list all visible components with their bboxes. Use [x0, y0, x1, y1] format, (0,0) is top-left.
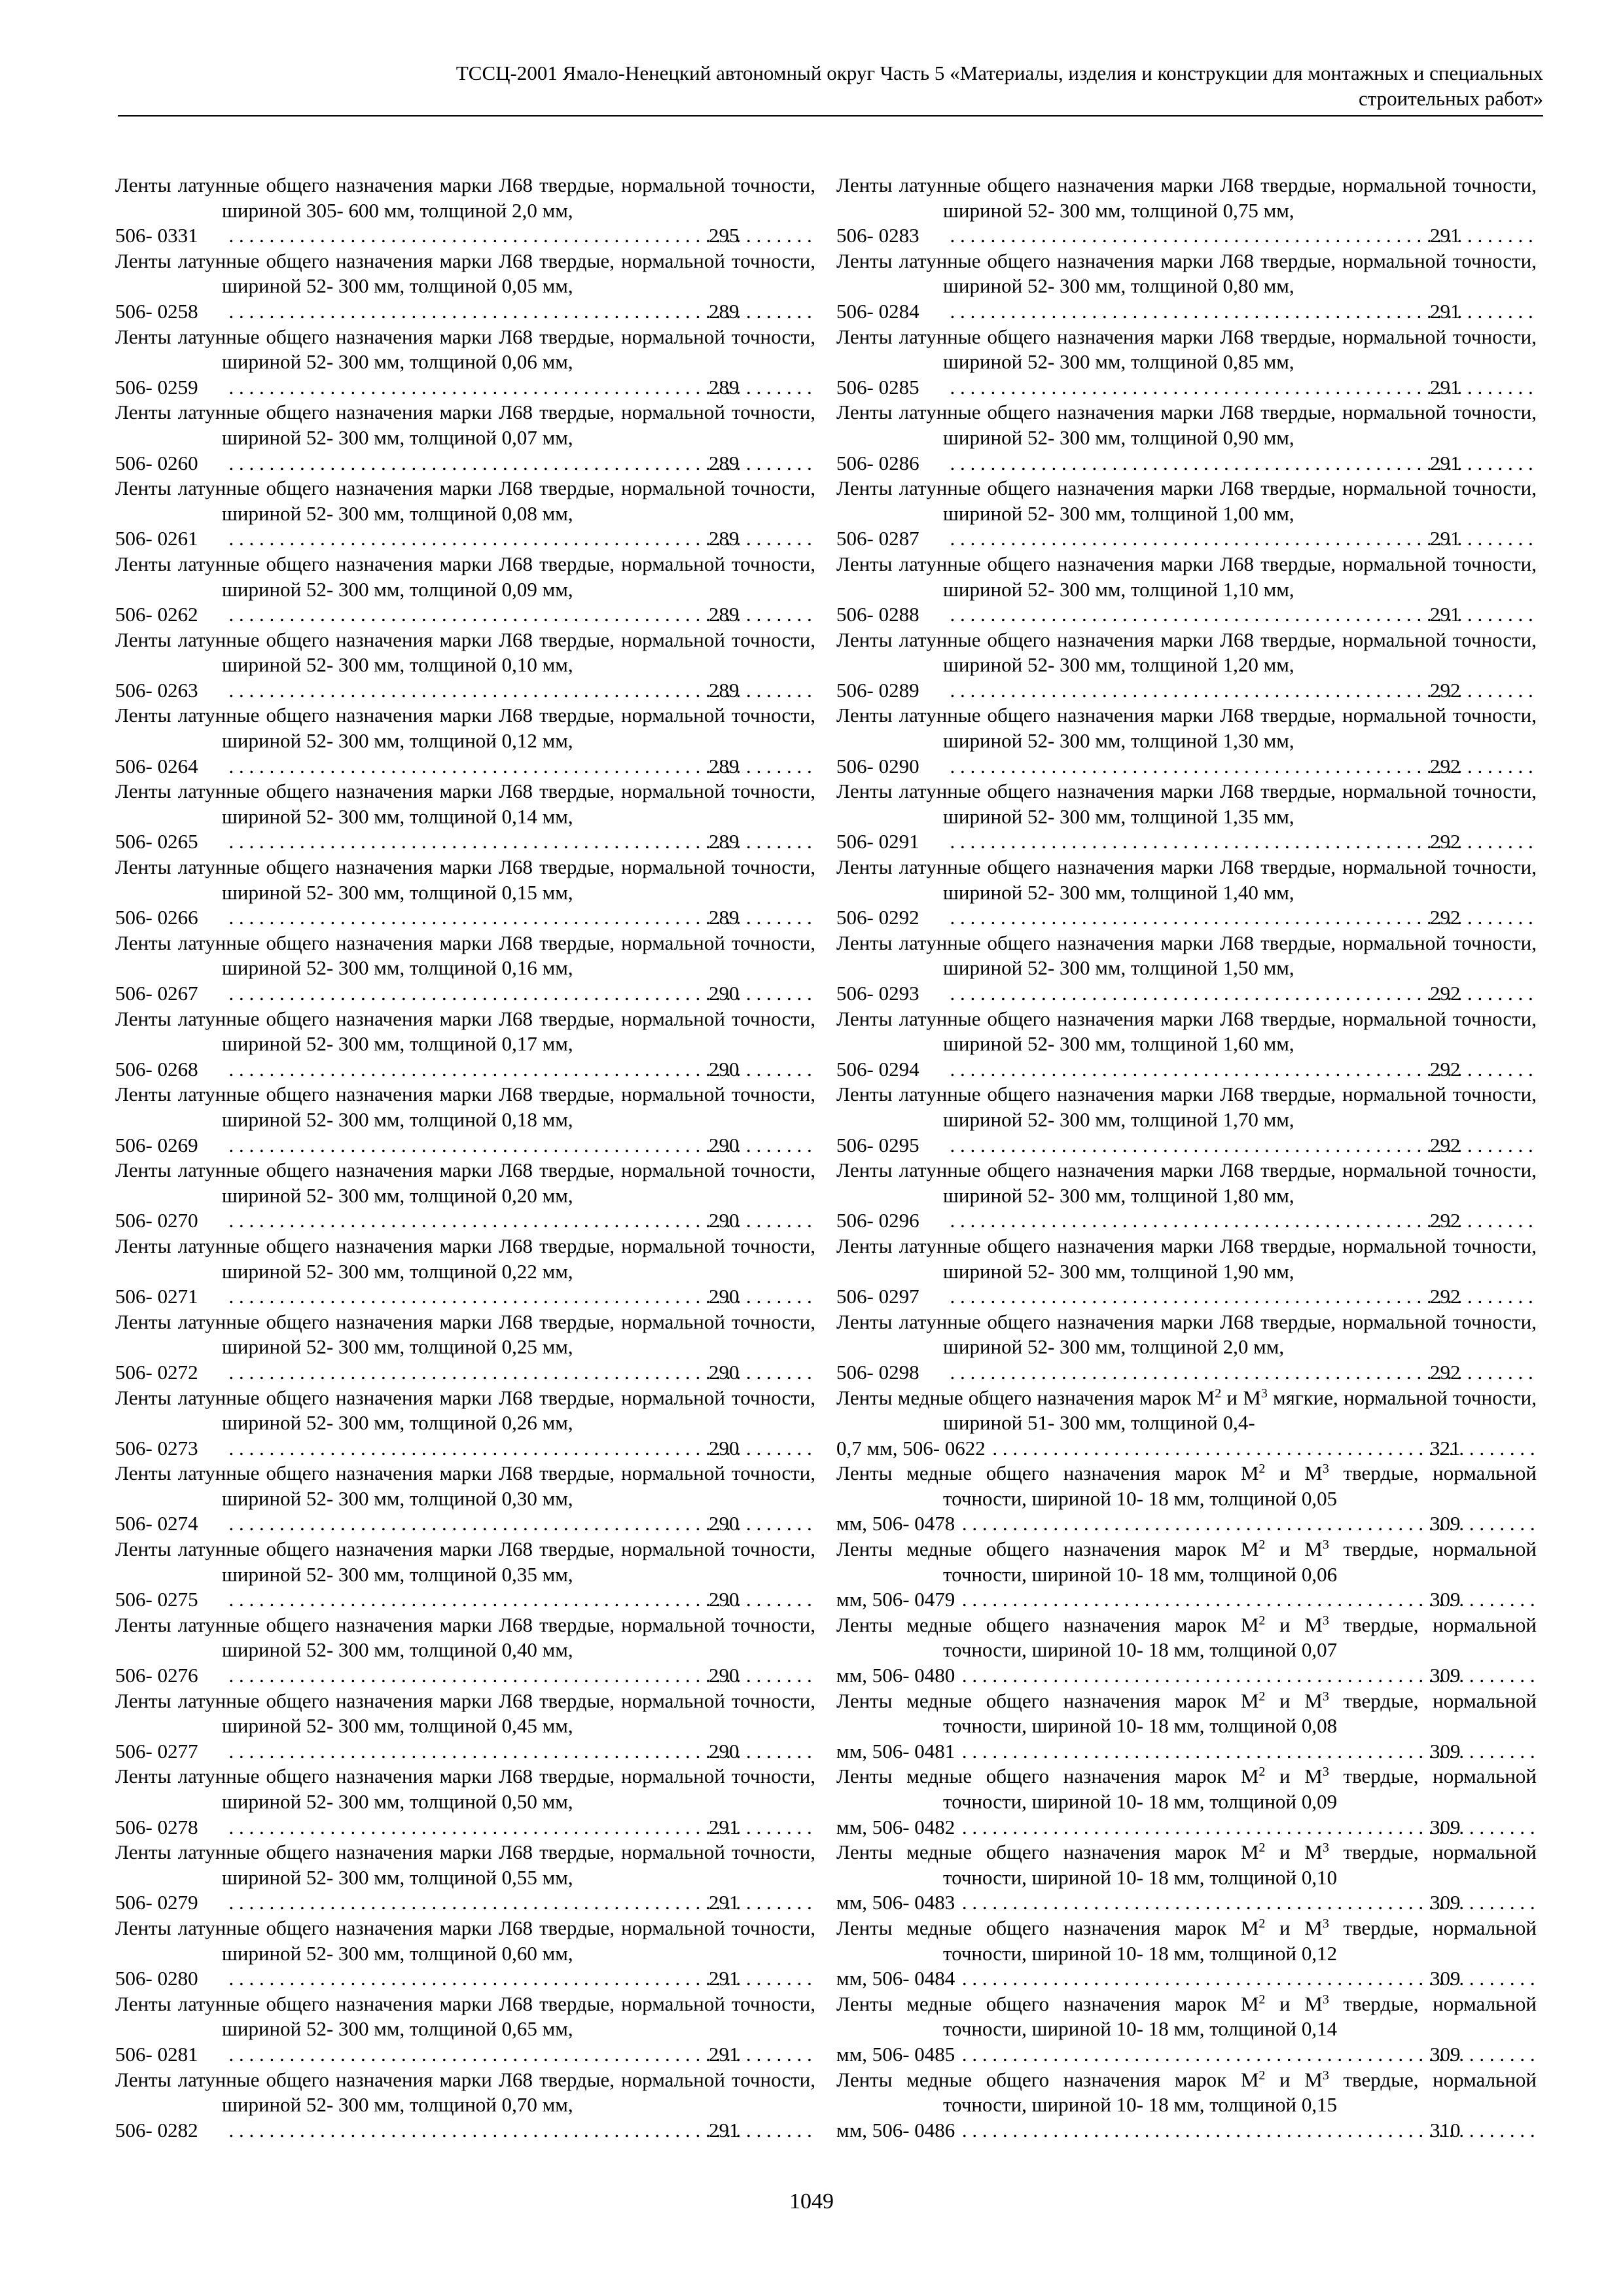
entry-text: Ленты латунные общего назначения марки Л68 твердые, нормальной точности, шириной 305- 600 мм, толщиной 2,0 мм,	[115, 173, 815, 222]
entry-code-line: 506- 0284 . . . 291	[943, 299, 1537, 325]
entry-text: Ленты латунные общего назначения марки Л68 твердые, нормальной точности, шириной 52- 300 мм, толщиной 0,90 мм,	[836, 401, 1537, 449]
index-entry	[115, 1007, 815, 1083]
index-entry	[115, 703, 815, 779]
entry-code-line: 0,7 мм, 506- 0622 . . . 321	[943, 1436, 1537, 1462]
entry-code-line: мм, 506- 0479 . . . 309	[943, 1587, 1537, 1613]
entry-text: Ленты латунные общего назначения марки Л68 твердые, нормальной точности, шириной 52- 300 мм, толщиной 0,45 мм,	[115, 1689, 815, 1738]
entry-code: мм, 506- 0483	[836, 1891, 955, 1914]
entry-text: Ленты медные общего назначения марок $М^2$ и $М^3$ твердые, нормальной точности, шириной 10- 18 мм, толщиной 0,12	[836, 1916, 1537, 1965]
entry-text: Ленты латунные общего назначения марки Л68 твердые, нормальной точности, шириной 52- 300 мм, толщиной 1,50 мм,	[836, 931, 1537, 980]
index-entry	[115, 1689, 815, 1765]
index-entry	[836, 552, 1537, 628]
entry-code-line: 506- 0294 . . . 292	[943, 1057, 1537, 1083]
index-entry	[836, 855, 1537, 931]
entry-code-line: 506- 0266 . . . 289	[222, 905, 815, 931]
entry-code-line: 506- 0270 . . . 290	[222, 1208, 815, 1234]
entry-code-line: 506- 0283 . . . 291	[943, 223, 1537, 249]
entry-code: мм, 506- 0484	[836, 1967, 955, 1990]
entry-code-line: 506- 0278 . . . 291	[222, 1815, 815, 1840]
entry-code-line: 506- 0277 . . . 290	[222, 1739, 815, 1765]
entry-code-line: мм, 506- 0478 . . . 309	[943, 1511, 1537, 1537]
index-entry	[115, 1234, 815, 1310]
index-entry	[836, 1992, 1537, 2068]
index-entry	[115, 855, 815, 931]
index-entry	[115, 476, 815, 552]
entry-text: Ленты медные общего назначения марок $М^2$ и $М^3$ твердые, нормальной точности, шириной 10- 18 мм, толщиной 0,05	[836, 1462, 1537, 1510]
entry-code-line: 506- 0296 . . . 292	[943, 1208, 1537, 1234]
index-entry	[836, 1007, 1537, 1083]
entry-code-line: 506- 0267 . . . 290	[222, 981, 815, 1007]
entry-text: Ленты медные общего назначения марок $М^2$ и $М^3$ твердые, нормальной точности, шириной 10- 18 мм, толщиной 0,06	[836, 1537, 1537, 1586]
entry-text: Ленты латунные общего назначения марки Л68 твердые, нормальной точности, шириной 52- 300 мм, толщиной 0,60 мм,	[115, 1916, 815, 1965]
entry-text: Ленты латунные общего назначения марки Л68 твердые, нормальной точности, шириной 52- 300 мм, толщиной 0,06 мм,	[115, 325, 815, 374]
index-entry	[115, 249, 815, 325]
entry-code-line: мм, 506- 0483 . . . 309	[943, 1890, 1537, 1916]
index-entry	[115, 931, 815, 1007]
index-entry	[836, 1234, 1537, 1310]
header-line-2: строительных работ»	[1358, 87, 1543, 110]
index-entry	[836, 2068, 1537, 2144]
index-entry	[836, 1613, 1537, 1689]
entry-text: Ленты латунные общего назначения марки Л68 твердые, нормальной точности, шириной 52- 300 мм, толщиной 0,16 мм,	[115, 931, 815, 980]
index-entry	[115, 1310, 815, 1386]
index-entry	[115, 1461, 815, 1537]
index-entry	[836, 628, 1537, 704]
entry-text: Ленты латунные общего назначения марки Л68 твердые, нормальной точности, шириной 52- 300 мм, толщиной 1,40 мм,	[836, 855, 1537, 904]
index-entry	[836, 1082, 1537, 1158]
entry-code-line: 506- 0258 . . . 289	[222, 299, 815, 325]
entry-text: Ленты медные общего назначения марок $М^2$ и $М^3$ твердые, нормальной точности, шириной 10- 18 мм, толщиной 0,08	[836, 1689, 1537, 1738]
entry-code-line: 506- 0281 . . . 291	[222, 2042, 815, 2068]
index-entry	[115, 400, 815, 476]
entry-code: мм, 506- 0485	[836, 2042, 955, 2066]
index-entry	[115, 1613, 815, 1689]
entry-code-line: 506- 0289 . . . 292	[943, 678, 1537, 704]
entry-code-line: 506- 0262 . . . 289	[222, 602, 815, 628]
entry-code: 0,7 мм, 506- 0622	[836, 1436, 986, 1460]
entry-code-line: 506- 0273 . . . 290	[222, 1436, 815, 1462]
entry-text: Ленты латунные общего назначения марки Л68 твердые, нормальной точности, шириной 52- 300 мм, толщиной 0,40 мм,	[115, 1613, 815, 1662]
entry-text: Ленты латунные общего назначения марки Л68 твердые, нормальной точности, шириной 52- 300 мм, толщиной 0,09 мм,	[115, 552, 815, 601]
entry-text: Ленты латунные общего назначения марки Л68 твердые, нормальной точности, шириной 52- 300 мм, толщиной 0,20 мм,	[115, 1158, 815, 1207]
entry-code-line: 506- 0279 . . . 291	[222, 1890, 815, 1916]
index-entry	[115, 173, 815, 249]
entry-code-line: 506- 0263 . . . 289	[222, 678, 815, 704]
index-entry	[115, 1537, 815, 1613]
entry-code: мм, 506- 0486	[836, 2118, 955, 2142]
entry-text: Ленты медные общего назначения марок $М^2$ и $М^3$ твердые, нормальной точности, шириной 10- 18 мм, толщиной 0,15	[836, 2068, 1537, 2117]
entry-text: Ленты латунные общего назначения марки Л68 твердые, нормальной точности, шириной 52- 300 мм, толщиной 2,0 мм,	[836, 1310, 1537, 1359]
entry-code-line: мм, 506- 0480 . . . 309	[943, 1663, 1537, 1689]
entry-text: Ленты латунные общего назначения марки Л68 твердые, нормальной точности, шириной 52- 300 мм, толщиной 0,55 мм,	[115, 1840, 815, 1889]
entry-text: Ленты латунные общего назначения марки Л68 твердые, нормальной точности, шириной 52- 300 мм, толщиной 0,80 мм,	[836, 249, 1537, 298]
entry-text: Ленты латунные общего назначения марки Л68 твердые, нормальной точности, шириной 52- 300 мм, толщиной 1,80 мм,	[836, 1158, 1537, 1207]
index-entry	[836, 1537, 1537, 1613]
index-entry	[836, 779, 1537, 855]
index-entry	[115, 628, 815, 704]
entry-text: Ленты медные общего назначения марок $М^2$ и $М^3$ твердые, нормальной точности, шириной 10- 18 мм, толщиной 0,07	[836, 1613, 1537, 1662]
entry-text: Ленты медные общего назначения марок $М^2$ и $М^3$ твердые, нормальной точности, шириной 10- 18 мм, толщиной 0,14	[836, 1992, 1537, 2041]
entry-code-line: 506- 0272 . . . 290	[222, 1360, 815, 1386]
entry-text: Ленты латунные общего назначения марки Л68 твердые, нормальной точности, шириной 52- 300 мм, толщиной 0,15 мм,	[115, 855, 815, 904]
entry-code-line: 506- 0290 . . . 292	[943, 754, 1537, 780]
entry-code-line: 506- 0291 . . . 292	[943, 829, 1537, 855]
entry-text: Ленты латунные общего назначения марки Л68 твердые, нормальной точности, шириной 52- 300 мм, толщиной 0,10 мм,	[115, 628, 815, 677]
entry-text: Ленты латунные общего назначения марки Л68 твердые, нормальной точности, шириной 52- 300 мм, толщиной 0,17 мм,	[115, 1007, 815, 1056]
entry-text: Ленты медные общего назначения марок $М^2$ и $М^3$ мягкие, нормальной точности, шириной 51- 300 мм, толщиной 0,4-	[836, 1386, 1537, 1435]
entry-text: Ленты латунные общего назначения марки Л68 твердые, нормальной точности, шириной 52- 300 мм, толщиной 0,35 мм,	[115, 1537, 815, 1586]
entry-code: мм, 506- 0479	[836, 1588, 955, 1611]
index-entry	[836, 703, 1537, 779]
index-entry	[836, 1158, 1537, 1234]
entry-code-line: 506- 0268 . . . 290	[222, 1057, 815, 1083]
entry-code-line: 506- 0275 . . . 290	[222, 1587, 815, 1613]
entry-code-line: мм, 506- 0481 . . . 309	[943, 1739, 1537, 1765]
entry-text: Ленты латунные общего назначения марки Л68 твердые, нормальной точности, шириной 52- 300 мм, толщиной 0,70 мм,	[115, 2068, 815, 2117]
entry-code: мм, 506- 0481	[836, 1739, 955, 1763]
index-entry	[836, 1764, 1537, 1840]
entry-text: Ленты латунные общего назначения марки Л68 твердые, нормальной точности, шириной 52- 300 мм, толщиной 1,20 мм,	[836, 628, 1537, 677]
index-entry	[836, 1310, 1537, 1386]
entry-text: Ленты латунные общего назначения марки Л68 твердые, нормальной точности, шириной 52- 300 мм, толщиной 0,22 мм,	[115, 1234, 815, 1283]
entry-text: Ленты латунные общего назначения марки Л68 твердые, нормальной точности, шириной 52- 300 мм, толщиной 0,30 мм,	[115, 1462, 815, 1510]
entry-code-line: 506- 0264 . . . 289	[222, 754, 815, 780]
entry-text: Ленты латунные общего назначения марки Л68 твердые, нормальной точности, шириной 52- 300 мм, толщиной 0,50 мм,	[115, 1765, 815, 1813]
entry-text: Ленты латунные общего назначения марки Л68 твердые, нормальной точности, шириной 52- 300 мм, толщиной 0,25 мм,	[115, 1310, 815, 1359]
entry-text: Ленты латунные общего назначения марки Л68 твердые, нормальной точности, шириной 52- 300 мм, толщиной 1,35 мм,	[836, 780, 1537, 828]
entry-code-line: 506- 0297 . . . 292	[943, 1284, 1537, 1310]
entry-text: Ленты медные общего назначения марок $М^2$ и $М^3$ твердые, нормальной точности, шириной 10- 18 мм, толщиной 0,09	[836, 1765, 1537, 1813]
index-entry	[836, 325, 1537, 401]
entry-code-line: мм, 506- 0484 . . . 309	[943, 1966, 1537, 1992]
entry-code-line: 506- 0295 . . . 292	[943, 1133, 1537, 1158]
entry-text: Ленты латунные общего назначения марки Л68 твердые, нормальной точности, шириной 52- 300 мм, толщиной 0,07 мм,	[115, 401, 815, 449]
index-entry	[836, 400, 1537, 476]
index-entry	[115, 1992, 815, 2068]
entry-code-line: 506- 0298 . . . 292	[943, 1360, 1537, 1386]
index-entry	[115, 1916, 815, 1992]
entry-code-line: 506- 0265 . . . 289	[222, 829, 815, 855]
entry-code-line: 506- 0331 . . . 295	[222, 223, 815, 249]
entry-code: мм, 506- 0480	[836, 1664, 955, 1687]
entry-code-line: 506- 0282 . . . 291	[222, 2118, 815, 2144]
index-entry	[115, 1764, 815, 1840]
entry-text: Ленты латунные общего назначения марки Л68 твердые, нормальной точности, шириной 52- 300 мм, толщиной 1,60 мм,	[836, 1007, 1537, 1056]
entry-text: Ленты латунные общего назначения марки Л68 твердые, нормальной точности, шириной 52- 300 мм, толщиной 1,30 мм,	[836, 704, 1537, 753]
entry-code-line: 506- 0288 . . . 291	[943, 602, 1537, 628]
entry-text: Ленты латунные общего назначения марки Л68 твердые, нормальной точности, шириной 52- 300 мм, толщиной 1,00 мм,	[836, 476, 1537, 525]
entry-code-line: 506- 0260 . . . 289	[222, 451, 815, 476]
entry-text: Ленты латунные общего назначения марки Л68 твердые, нормальной точности, шириной 52- 300 мм, толщиной 0,14 мм,	[115, 780, 815, 828]
entry-code: мм, 506- 0482	[836, 1815, 955, 1839]
index-entry	[836, 1461, 1537, 1537]
index-entry	[836, 1689, 1537, 1765]
entry-text: Ленты латунные общего назначения марки Л68 твердые, нормальной точности, шириной 52- 300 мм, толщиной 1,70 мм,	[836, 1083, 1537, 1131]
header-line-1: ТССЦ-2001 Ямало-Ненецкий автономный округ Часть 5 «Материалы, изделия и конструкции для монтажных и специальных	[455, 62, 1543, 84]
entry-text: Ленты латунные общего назначения марки Л68 твердые, нормальной точности, шириной 52- 300 мм, толщиной 0,65 мм,	[115, 1992, 815, 2041]
entry-text: Ленты латунные общего назначения марки Л68 твердые, нормальной точности, шириной 52- 300 мм, толщиной 0,12 мм,	[115, 704, 815, 753]
entry-code-line: 506- 0287 . . . 291	[943, 526, 1537, 552]
index-entry	[836, 173, 1537, 249]
right-column	[836, 173, 1537, 2143]
entry-code-line: мм, 506- 0486 . . . 310	[943, 2118, 1537, 2144]
entry-code-line: 506- 0293 . . . 292	[943, 981, 1537, 1007]
index-entry	[115, 2068, 815, 2144]
index-entry	[836, 249, 1537, 325]
index-entry	[115, 552, 815, 628]
running-header	[118, 60, 1543, 117]
entry-text: Ленты латунные общего назначения марки Л68 твердые, нормальной точности, шириной 52- 300 мм, толщиной 0,18 мм,	[115, 1083, 815, 1131]
entry-text: Ленты латунные общего назначения марки Л68 твердые, нормальной точности, шириной 52- 300 мм, толщиной 0,26 мм,	[115, 1386, 815, 1435]
entry-text: Ленты латунные общего назначения марки Л68 твердые, нормальной точности, шириной 52- 300 мм, толщиной 0,08 мм,	[115, 476, 815, 525]
index-entry	[836, 476, 1537, 552]
index-entry	[836, 1916, 1537, 1992]
entry-code-line: 506- 0280 . . . 291	[222, 1966, 815, 1992]
index-entry	[115, 1386, 815, 1462]
entry-text: Ленты медные общего назначения марок $М^2$ и $М^3$ твердые, нормальной точности, шириной 10- 18 мм, толщиной 0,10	[836, 1840, 1537, 1889]
entry-code-line: 506- 0269 . . . 290	[222, 1133, 815, 1158]
entry-code: мм, 506- 0478	[836, 1512, 955, 1535]
left-column	[115, 173, 815, 2143]
entry-code-line: 506- 0274 . . . 290	[222, 1511, 815, 1537]
index-entry	[115, 1840, 815, 1916]
entry-code-line: 506- 0276 . . . 290	[222, 1663, 815, 1689]
index-entry	[115, 1082, 815, 1158]
entry-code-line: 506- 0286 . . . 291	[943, 451, 1537, 476]
entry-text: Ленты латунные общего назначения марки Л68 твердые, нормальной точности, шириной 52- 300 мм, толщиной 0,75 мм,	[836, 173, 1537, 222]
entry-code-line: 506- 0285 . . . 291	[943, 375, 1537, 401]
entry-code-line: 506- 0292 . . . 292	[943, 905, 1537, 931]
index-entry	[836, 1840, 1537, 1916]
index-entry	[836, 1386, 1537, 1462]
entry-code-line: 506- 0261 . . . 289	[222, 526, 815, 552]
index-entry	[115, 779, 815, 855]
entry-code-line: 506- 0259 . . . 289	[222, 375, 815, 401]
entry-code-line: мм, 506- 0482 . . . 309	[943, 1815, 1537, 1840]
entry-code-line: мм, 506- 0485 . . . 309	[943, 2042, 1537, 2068]
index-entry	[115, 325, 815, 401]
entry-text: Ленты латунные общего назначения марки Л68 твердые, нормальной точности, шириной 52- 300 мм, толщиной 1,90 мм,	[836, 1234, 1537, 1283]
index-entry	[836, 931, 1537, 1007]
index-entry	[115, 1158, 815, 1234]
entry-code-line: 506- 0271 . . . 290	[222, 1284, 815, 1310]
entry-text: Ленты латунные общего назначения марки Л68 твердые, нормальной точности, шириной 52- 300 мм, толщиной 0,85 мм,	[836, 325, 1537, 374]
entry-text: Ленты латунные общего назначения марки Л68 твердые, нормальной точности, шириной 52- 300 мм, толщиной 1,10 мм,	[836, 552, 1537, 601]
entry-text: Ленты латунные общего назначения марки Л68 твердые, нормальной точности, шириной 52- 300 мм, толщиной 0,05 мм,	[115, 249, 815, 298]
page-number: 1049	[789, 2189, 834, 2214]
